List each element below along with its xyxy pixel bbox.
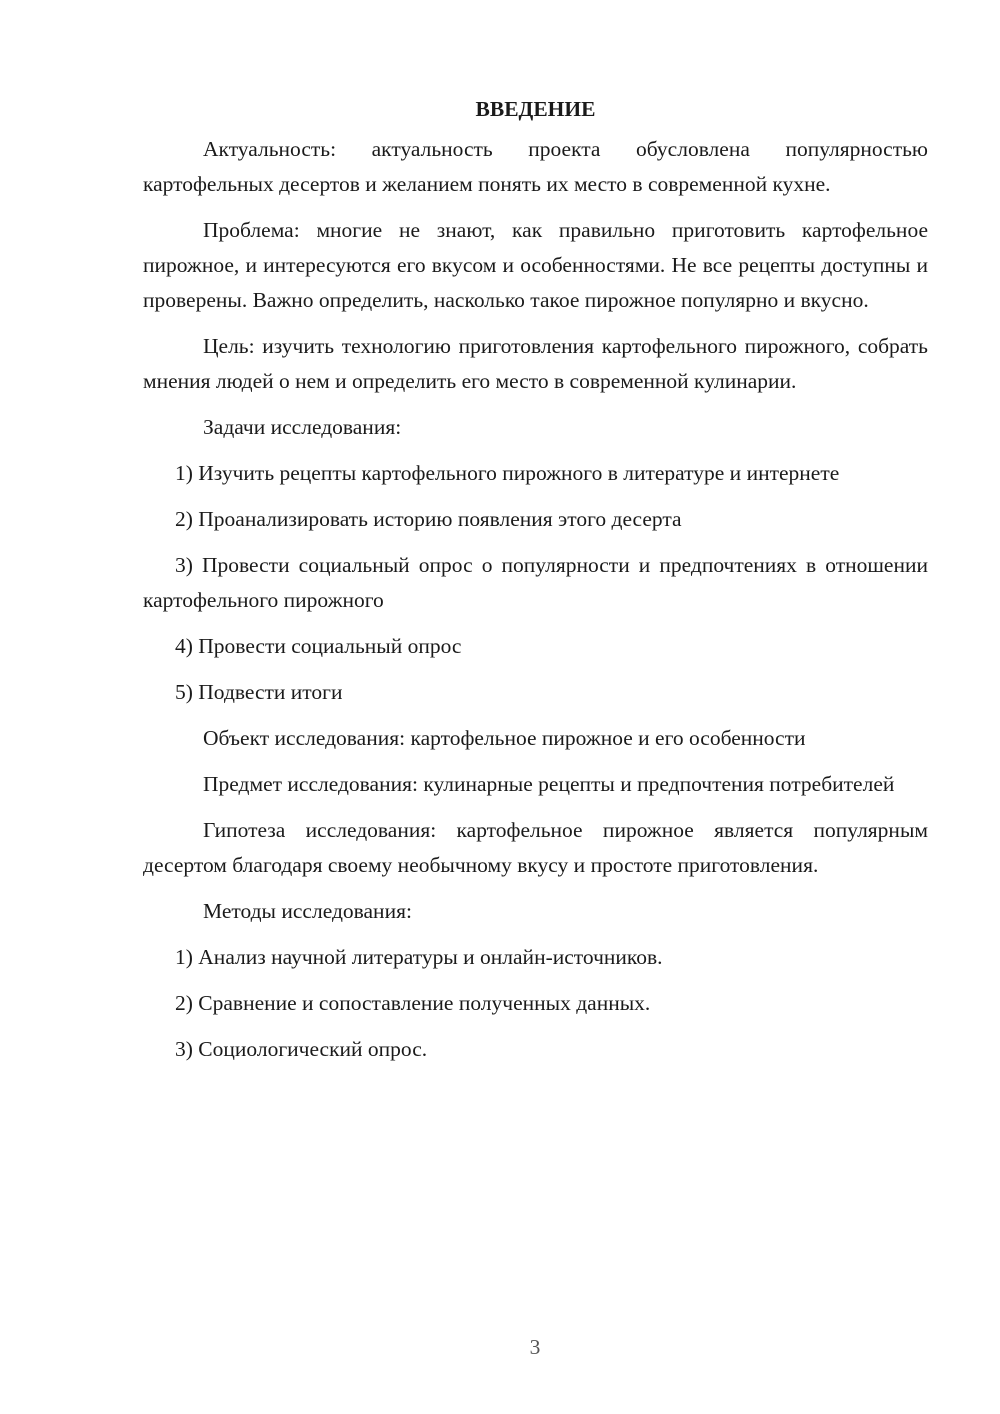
methods-title: Методы исследования: xyxy=(203,899,412,923)
list-item: 1) Анализ научной литературы и онлайн-источников. xyxy=(175,945,663,969)
goal-paragraph: Цель: изучить технологию приготовления картофельного пирожного, собрать мнения людей о нем и определить его место в современной кулинарии. xyxy=(143,334,928,393)
list-item: 4) Провести социальный опрос xyxy=(175,634,462,658)
methods-list xyxy=(143,940,928,1067)
hypothesis-paragraph: Гипотеза исследования: картофельное пирожное является популярным десертом благодаря своему необычному вкусу и простоте приготовления. xyxy=(143,818,928,877)
tasks-title: Задачи исследования: xyxy=(203,415,402,439)
list-item: 2) Проанализировать историю появления этого десерта xyxy=(175,507,682,531)
tasks-list xyxy=(143,456,928,710)
page-number: 3 xyxy=(529,1335,541,1359)
relevance-paragraph: Актуальность: актуальность проекта обусловлена популярностью картофельных десертов и желанием понять их место в современной кухне. xyxy=(143,137,928,196)
problem-paragraph: Проблема: многие не знают, как правильно приготовить картофельное пирожное, и интересуются его вкусом и особенностями. Не все рецепты доступны и проверены. Важно определить, насколько такое пирожное популярно и вкусно. xyxy=(143,218,928,312)
subject-paragraph: Предмет исследования: кулинарные рецепты и предпочтения потребителей xyxy=(203,772,895,796)
page-content xyxy=(143,92,928,1078)
section-heading: ВВЕДЕНИЕ xyxy=(475,97,596,121)
list-item: 1) Изучить рецепты картофельного пирожного в литературе и интернете xyxy=(175,461,840,485)
list-item: 3) Провести социальный опрос о популярности и предпочтениях в отношении картофельного пирожного xyxy=(143,553,928,612)
list-item: 5) Подвести итоги xyxy=(175,680,343,704)
list-item: 2) Сравнение и сопоставление полученных данных. xyxy=(175,991,651,1015)
object-paragraph: Объект исследования: картофельное пирожное и его особенности xyxy=(203,726,806,750)
list-item: 3) Социологический опрос. xyxy=(175,1037,428,1061)
